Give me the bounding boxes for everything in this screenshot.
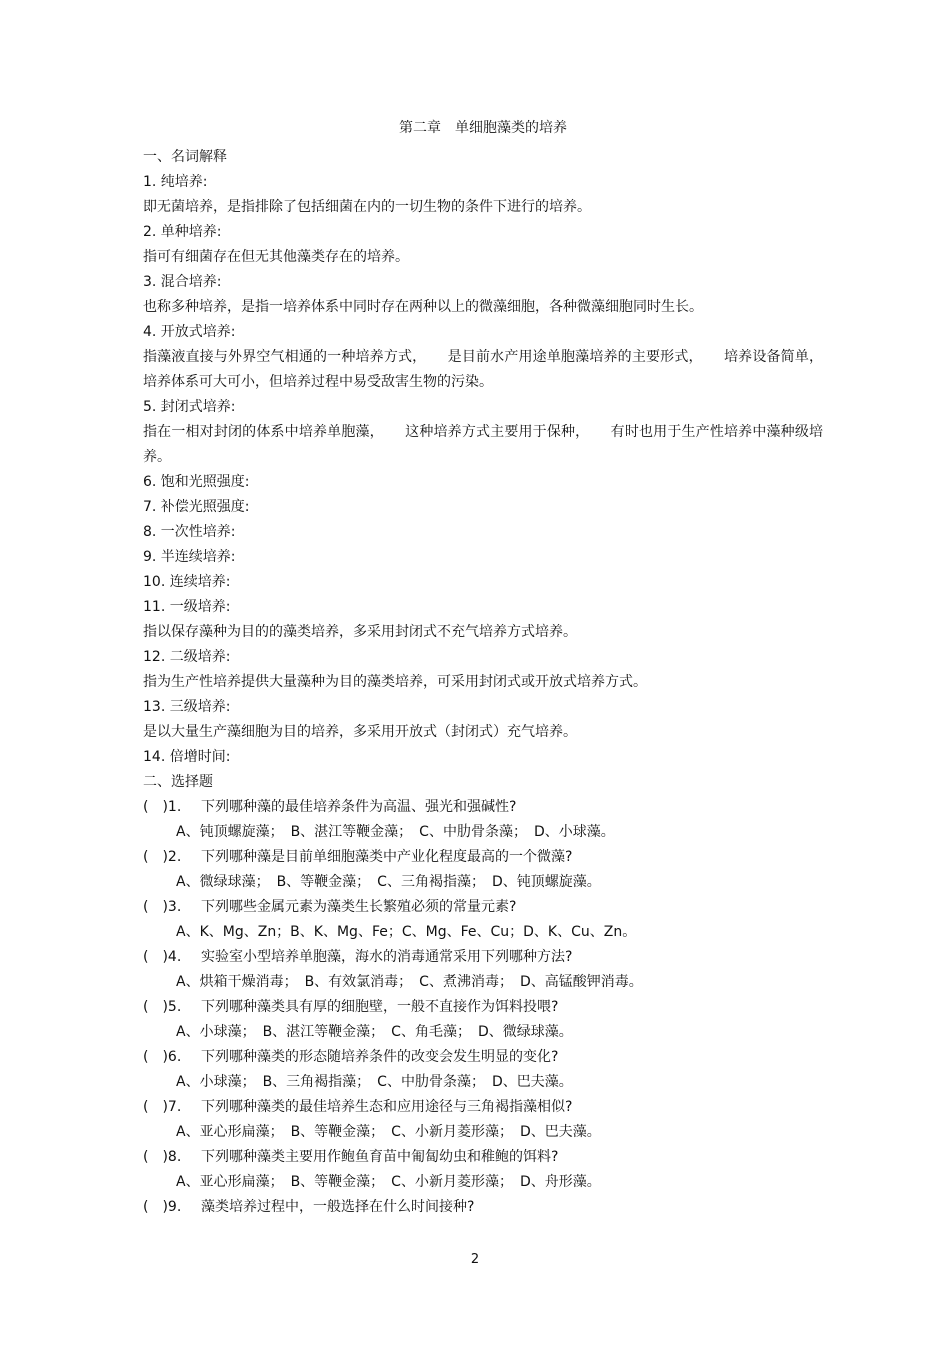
term-label: 13. 三级培养: (143, 699, 231, 715)
question (143, 845, 823, 870)
question-number: ( )5. (143, 999, 182, 1015)
page-number: 2 (470, 1252, 480, 1267)
question-text: 下列哪种藻类的形态随培养条件的改变会发生明显的变化? (201, 1049, 559, 1065)
section-heading-terms: 一、名词解释 (143, 149, 227, 165)
term-definition: 指在一相对封闭的体系中培养单胞藻， 这种培养方式主要用于保种， 有时也用于生产性培养中藻种级培养。 (143, 424, 823, 465)
question-options: A、烘箱干燥消毒； B、有效氯消毒； C、煮沸消毒； D、高锰酸钾消毒。 (176, 974, 643, 990)
question-number: ( )9. (143, 1199, 182, 1215)
term-label: 8. 一次性培养: (143, 524, 236, 540)
question-options: A、小球藻； B、湛江等鞭金藻； C、角毛藻； D、微绿球藻。 (176, 1024, 573, 1040)
term-label: 2. 单种培养: (143, 224, 222, 240)
term-label: 9. 半连续培养: (143, 549, 236, 565)
term-definition: 是以大量生产藻细胞为目的培养，多采用开放式（封闭式）充气培养。 (143, 724, 577, 740)
question-number: ( )8. (143, 1149, 182, 1165)
question-options: A、微绿球藻； B、等鞭金藻； C、三角褐指藻； D、钝顶螺旋藻。 (176, 874, 601, 890)
question-options: A、亚心形扁藻； B、等鞭金藻； C、小新月菱形藻； D、舟形藻。 (176, 1174, 601, 1190)
term-label: 12. 二级培养: (143, 649, 231, 665)
question-options: A、K、Mg、Zn；B、K、Mg、Fe；C、Mg、Fe、Cu；D、K、Cu、Zn。 (176, 924, 637, 940)
question-options: A、钝顶螺旋藻； B、湛江等鞭金藻； C、中肋骨条藻； D、小球藻。 (176, 824, 615, 840)
question-text: 实验室小型培养单胞藻，海水的消毒通常采用下列哪种方法? (201, 949, 573, 965)
question-number: ( )7. (143, 1099, 182, 1115)
question (143, 895, 823, 920)
questions-list (143, 795, 823, 1220)
question-number: ( )4. (143, 949, 182, 965)
question-number: ( )6. (143, 1049, 182, 1065)
question-number: ( )2. (143, 849, 182, 865)
question-options: A、小球藻； B、三角褐指藻； C、中肋骨条藻； D、巴夫藻。 (176, 1074, 573, 1090)
section-heading-choices: 二、选择题 (143, 774, 213, 790)
question (143, 1145, 823, 1170)
question-text: 下列哪种藻的最佳培养条件为高温、强光和强碱性? (201, 799, 517, 815)
page-content (143, 116, 823, 1220)
question (143, 1045, 823, 1070)
question-text: 下列哪种藻类主要用作鲍鱼育苗中匍匐幼虫和稚鲍的饵料? (201, 1149, 559, 1165)
term-definition: 指为生产性培养提供大量藻种为目的藻类培养，可采用封闭式或开放式培养方式。 (143, 674, 647, 690)
question-text: 下列哪种藻类具有厚的细胞壁，一般不直接作为饵料投喂? (201, 999, 559, 1015)
term-label: 10. 连续培养: (143, 574, 231, 590)
term-label: 1. 纯培养: (143, 174, 208, 190)
term-definition: 即无菌培养，是指排除了包括细菌在内的一切生物的条件下进行的培养。 (143, 199, 591, 215)
term-label: 7. 补偿光照强度: (143, 499, 250, 515)
term-label: 14. 倍增时间: (143, 749, 231, 765)
term-definition: 也称多种培养，是指一培养体系中同时存在两种以上的微藻细胞，各种微藻细胞同时生长。 (143, 299, 703, 315)
question-text: 下列哪种藻是目前单细胞藻类中产业化程度最高的一个微藻? (201, 849, 573, 865)
chapter-title: 第二章 单细胞藻类的培养 (399, 120, 567, 136)
terms-list (143, 170, 823, 770)
question-text: 藻类培养过程中，一般选择在什么时间接种? (201, 1199, 475, 1215)
term-label: 11. 一级培养: (143, 599, 231, 615)
question-text: 下列哪些金属元素为藻类生长繁殖必须的常量元素? (201, 899, 517, 915)
question (143, 1095, 823, 1120)
term-label: 4. 开放式培养: (143, 324, 236, 340)
question-number: ( )1. (143, 799, 182, 815)
question (143, 1195, 823, 1220)
question-options: A、亚心形扁藻； B、等鞭金藻； C、小新月菱形藻； D、巴夫藻。 (176, 1124, 601, 1140)
question (143, 795, 823, 820)
term-definition: 指可有细菌存在但无其他藻类存在的培养。 (143, 249, 409, 265)
term-definition: 指藻液直接与外界空气相通的一种培养方式， 是目前水产用途单胞藻培养的主要形式， 培养设备简单，培养体系可大可小，但培养过程中易受敌害生物的污染。 (143, 349, 823, 390)
term-label: 3. 混合培养: (143, 274, 222, 290)
term-label: 5. 封闭式培养: (143, 399, 236, 415)
question-number: ( )3. (143, 899, 182, 915)
question (143, 945, 823, 970)
term-definition: 指以保存藻种为目的的藻类培养，多采用封闭式不充气培养方式培养。 (143, 624, 577, 640)
term-label: 6. 饱和光照强度: (143, 474, 250, 490)
question (143, 995, 823, 1020)
question-text: 下列哪种藻类的最佳培养生态和应用途径与三角褐指藻相似? (201, 1099, 573, 1115)
